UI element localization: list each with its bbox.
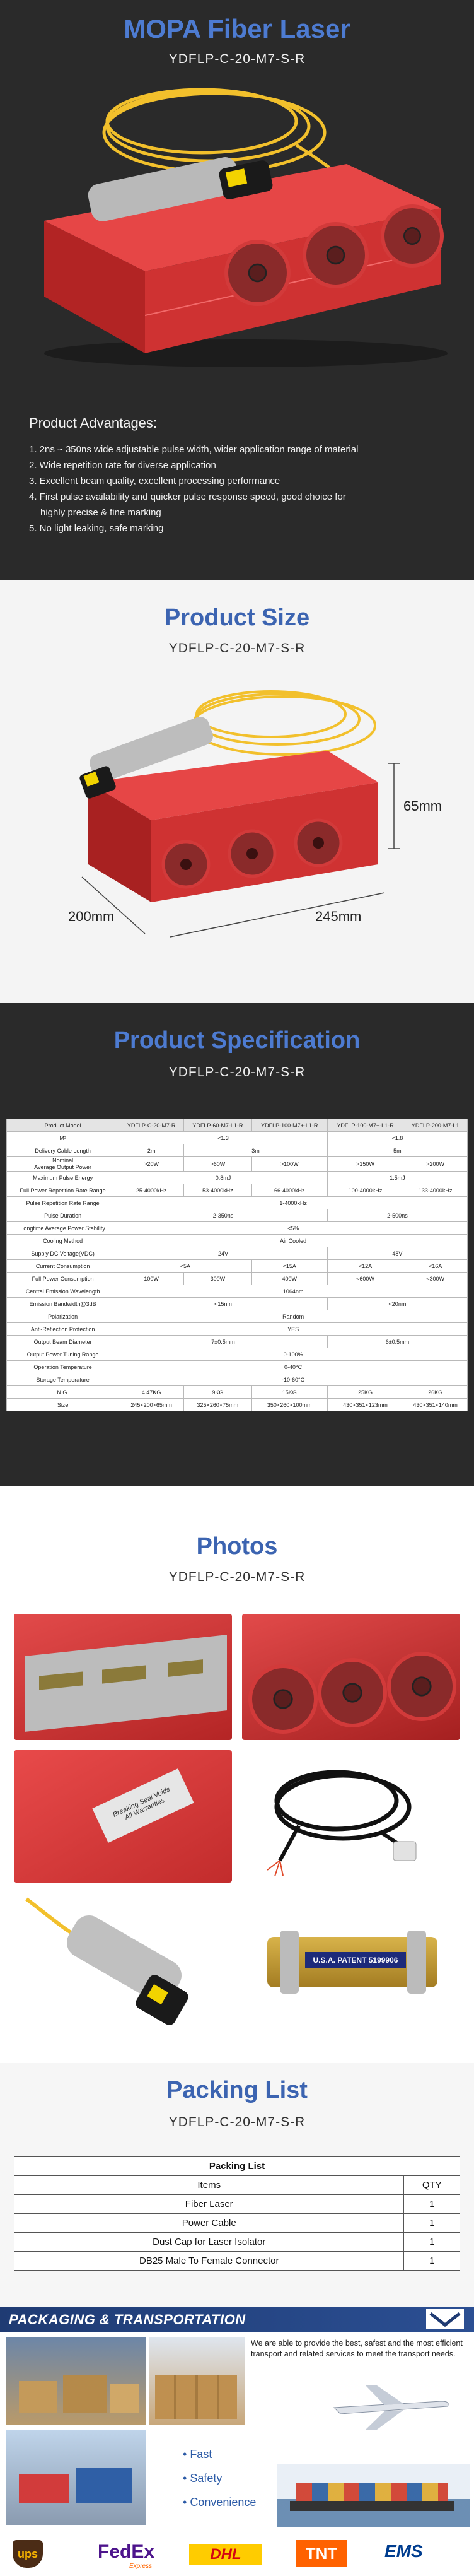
bullet-icon: •	[183, 2496, 190, 2508]
spec-value: <5%	[119, 1222, 468, 1235]
spec-value: 350×260×100mm	[251, 1399, 327, 1411]
spec-param-label: Longtime Average Power Stability	[7, 1222, 119, 1235]
spec-param-label: Storage Temperature	[7, 1373, 119, 1386]
spec-value: >150W	[327, 1157, 403, 1172]
advantage-2: 2. Wide repetition rate for diverse application	[29, 460, 216, 471]
photo-warehouse-1	[6, 2337, 146, 2425]
spec-value: -10-60°C	[119, 1373, 468, 1386]
spec-value: >200W	[403, 1157, 468, 1172]
size-dimension-lines	[0, 580, 474, 1003]
spec-value: 430×351×140mm	[403, 1399, 468, 1411]
hero-model: YDFLP-C-20-M7-S-R	[168, 52, 306, 66]
spec-table	[6, 1119, 468, 1411]
spec-value: 25-4000kHz	[119, 1184, 184, 1197]
hero-section	[0, 0, 474, 580]
photo-warehouse-2	[149, 2337, 245, 2425]
spec-value: 15KG	[251, 1386, 327, 1399]
spec-row	[7, 1361, 468, 1373]
spec-value: YDFLP-200-M7-L1	[403, 1119, 468, 1132]
spec-row	[7, 1172, 468, 1184]
spec-value: 5m	[327, 1144, 467, 1157]
hero-fan-1	[224, 240, 291, 306]
photos-model: YDFLP-C-20-M7-S-R	[168, 1570, 306, 1584]
spec-param-label: Output Power Tuning Range	[7, 1348, 119, 1361]
spec-value: 245×200×65mm	[119, 1399, 184, 1411]
spec-value: 0-100%	[119, 1348, 468, 1361]
spec-row	[7, 1222, 468, 1235]
spec-param-label: N.G.	[7, 1386, 119, 1399]
feature-convenience: • Convenience	[183, 2496, 257, 2508]
photo-trucks	[6, 2430, 146, 2525]
spec-value: 4.47KG	[119, 1386, 184, 1399]
spec-row	[7, 1323, 468, 1336]
ups-logo: ups	[13, 2540, 43, 2568]
packing-qty: 1	[404, 2233, 460, 2252]
spec-value: 0.8mJ	[119, 1172, 328, 1184]
ems-logo: EMS	[384, 2541, 423, 2561]
spec-param-label: Cooling Method	[7, 1235, 119, 1247]
spec-value: 430×351×123mm	[327, 1399, 403, 1411]
spec-value: YDFLP-100-M7+-L1-R	[251, 1119, 327, 1132]
spec-row	[7, 1285, 468, 1298]
spec-value: 0-40°C	[119, 1361, 468, 1373]
hero-title: MOPA Fiber Laser	[124, 14, 350, 44]
shipping-banner-logo	[426, 2309, 464, 2329]
spec-param-label: Delivery Cable Length	[7, 1144, 119, 1157]
spec-row	[7, 1197, 468, 1209]
spec-value: 3m	[184, 1144, 328, 1157]
spec-value: 53-4000kHz	[184, 1184, 251, 1197]
spec-param-label: Emission Bandwidth@3dB	[7, 1298, 119, 1310]
photos-section	[0, 1502, 474, 2063]
spec-value: 1-4000kHz	[119, 1197, 468, 1209]
photo-isolator	[14, 1893, 232, 2025]
spec-row	[7, 1373, 468, 1386]
spec-param-label: Current Consumption	[7, 1260, 119, 1273]
packing-item: Power Cable	[14, 2214, 404, 2233]
spec-param-label: Supply DC Voltage(VDC)	[7, 1247, 119, 1260]
fedex-express-label: Express	[129, 2563, 153, 2570]
depth-dimension: 245mm	[315, 909, 362, 924]
spec-row	[7, 1247, 468, 1260]
spec-value: YDFLP-60-M7-L1-R	[184, 1119, 251, 1132]
spec-param-label: Nominal Average Output Power	[7, 1157, 119, 1172]
photos-title: Photos	[196, 1533, 278, 1560]
photo-fans	[242, 1614, 460, 1740]
spec-value: >60W	[184, 1157, 251, 1172]
patent-label: U.S.A. PATENT 5199906	[305, 1952, 406, 1968]
fedex-logo: FedEx	[98, 2541, 155, 2562]
spec-param-label: Size	[7, 1399, 119, 1411]
advantages-block	[29, 415, 458, 536]
spec-row	[7, 1310, 468, 1323]
packing-col-items: Items	[14, 2176, 404, 2195]
packing-item: Dust Cap for Laser Isolator	[14, 2233, 404, 2252]
packing-item: Fiber Laser	[14, 2195, 404, 2214]
spec-param-label: Pulse Duration	[7, 1209, 119, 1222]
hero-fan-2	[303, 222, 369, 288]
photo-power-cable	[242, 1750, 460, 1883]
spec-value: >100W	[251, 1157, 327, 1172]
spec-header-row	[7, 1119, 468, 1132]
packing-title: Packing List	[166, 2077, 308, 2103]
packing-qty: 1	[404, 2252, 460, 2271]
spec-value: 2-500ns	[327, 1209, 467, 1222]
spec-value: 133-4000kHz	[403, 1184, 468, 1197]
width-dimension: 200mm	[68, 909, 115, 924]
shipping-section	[0, 2307, 474, 2576]
spec-model: YDFLP-C-20-M7-S-R	[168, 1065, 306, 1079]
spec-param-label: Operation Temperature	[7, 1361, 119, 1373]
spec-value: 2-350ns	[119, 1209, 328, 1222]
spec-param-label: M²	[7, 1132, 119, 1144]
spec-param-label: Output Beam Diameter	[7, 1336, 119, 1348]
spec-value: <600W	[327, 1273, 403, 1285]
spec-value: <12A	[327, 1260, 403, 1273]
spec-value: 2m	[119, 1144, 184, 1157]
advantage-4-cont: highly precise & fine marking	[40, 507, 161, 518]
height-dimension: 65mm	[403, 798, 442, 814]
spec-value: 7±0.5mm	[119, 1336, 328, 1348]
photo-cargo-ship	[277, 2464, 470, 2527]
dhl-logo: DHL	[189, 2544, 262, 2565]
spec-row	[7, 1260, 468, 1273]
spec-param-label: Central Emission Wavelength	[7, 1285, 119, 1298]
hero-fan-3	[381, 204, 444, 268]
spec-row	[7, 1273, 468, 1285]
shipping-description: We are able to provide the best, safest and the most efficient transport and related services to meet the transport needs.	[251, 2339, 463, 2358]
spec-value: Air Cooled	[119, 1235, 468, 1247]
packing-model: YDFLP-C-20-M7-S-R	[168, 2115, 306, 2129]
spec-row	[7, 1386, 468, 1399]
spec-value: <1.8	[327, 1132, 467, 1144]
spec-param-label: Product Model	[7, 1119, 119, 1132]
bullet-icon: •	[183, 2472, 190, 2485]
spec-value: <20nm	[327, 1298, 467, 1310]
spec-value: <16A	[403, 1260, 468, 1273]
carrier-logos	[0, 2534, 474, 2572]
spec-row	[7, 1132, 468, 1144]
photo-seal	[14, 1750, 232, 1883]
packing-qty: 1	[404, 2195, 460, 2214]
advantage-1: 1. 2ns ~ 350ns wide adjustable pulse width, wider application range of material	[29, 444, 359, 455]
spec-param-label: Full Power Repetition Rate Range	[7, 1184, 119, 1197]
spec-value: <1.3	[119, 1132, 328, 1144]
tnt-logo: TNT	[296, 2540, 347, 2567]
spec-value: <15nm	[119, 1298, 328, 1310]
spec-value: 1.5mJ	[327, 1172, 467, 1184]
spec-param-label: Full Power Consumption	[7, 1273, 119, 1285]
spec-param-label: Polarization	[7, 1310, 119, 1323]
spec-value: 400W	[251, 1273, 327, 1285]
packing-table	[14, 2156, 460, 2271]
size-title: Product Size	[164, 604, 310, 631]
packing-qty: 1	[404, 2214, 460, 2233]
spec-row	[7, 1298, 468, 1310]
spec-row	[7, 1144, 468, 1157]
spec-row	[7, 1184, 468, 1197]
spec-row	[7, 1235, 468, 1247]
spec-value: >20W	[119, 1157, 184, 1172]
spec-value: <5A	[119, 1260, 251, 1273]
shipping-banner-text: PACKAGING & TRANSPORTATION	[9, 2312, 246, 2327]
spec-param-label: Maximum Pulse Energy	[7, 1172, 119, 1184]
shipping-banner	[0, 2307, 474, 2332]
spec-row	[7, 1157, 468, 1172]
photo-connectors	[14, 1614, 232, 1740]
packing-item: DB25 Male To Female Connector	[14, 2252, 404, 2271]
spec-value: YES	[119, 1323, 468, 1336]
spec-value: 6±0.5mm	[327, 1336, 467, 1348]
feature-safety: • Safety	[183, 2472, 223, 2485]
spec-value: <300W	[403, 1273, 468, 1285]
advantage-5: 5. No light leaking, safe marking	[29, 523, 164, 534]
spec-row	[7, 1336, 468, 1348]
advantage-4: 4. First pulse availability and quicker pulse response speed, good choice for	[29, 491, 346, 502]
size-section	[0, 580, 474, 1003]
packing-col-qty: QTY	[404, 2176, 460, 2195]
spec-value: 1064nm	[119, 1285, 468, 1298]
feature-fast: • Fast	[183, 2448, 212, 2461]
spec-value: 100-4000kHz	[327, 1184, 403, 1197]
packing-table-title: Packing List	[14, 2157, 460, 2176]
advantage-3: 3. Excellent beam quality, excellent processing performance	[29, 476, 280, 486]
spec-value: <15A	[251, 1260, 327, 1273]
advantages-title: Product Advantages:	[29, 415, 158, 431]
spec-value: 26KG	[403, 1386, 468, 1399]
spec-title: Product Specification	[113, 1027, 361, 1054]
spec-value: 25KG	[327, 1386, 403, 1399]
spec-value: YDFLP-C-20-M7-R	[119, 1119, 184, 1132]
spec-value: 48V	[327, 1247, 467, 1260]
spec-row	[7, 1399, 468, 1411]
spec-value: YDFLP-100-M7+-L1-R	[327, 1119, 403, 1132]
warranty-seal: Breaking Seal Voids All Warranties	[92, 1768, 194, 1843]
spec-value: Random	[119, 1310, 468, 1323]
spec-value: 66-4000kHz	[251, 1184, 327, 1197]
spec-value: 9KG	[184, 1386, 251, 1399]
spec-row	[7, 1348, 468, 1361]
spec-value: 325×260×75mm	[184, 1399, 251, 1411]
feature-list	[183, 2442, 256, 2514]
spec-value: 300W	[184, 1273, 251, 1285]
spec-value: 24V	[119, 1247, 328, 1260]
spec-param-label: Anti-Reflection Protection	[7, 1323, 119, 1336]
size-model: YDFLP-C-20-M7-S-R	[168, 641, 306, 656]
spec-param-label: Pulse Repetition Rate Range	[7, 1197, 119, 1209]
spec-value: 100W	[119, 1273, 184, 1285]
bullet-icon: •	[183, 2448, 190, 2461]
plane-icon	[328, 2382, 454, 2433]
photo-db25-adapter	[242, 1893, 460, 2025]
spec-row	[7, 1209, 468, 1222]
